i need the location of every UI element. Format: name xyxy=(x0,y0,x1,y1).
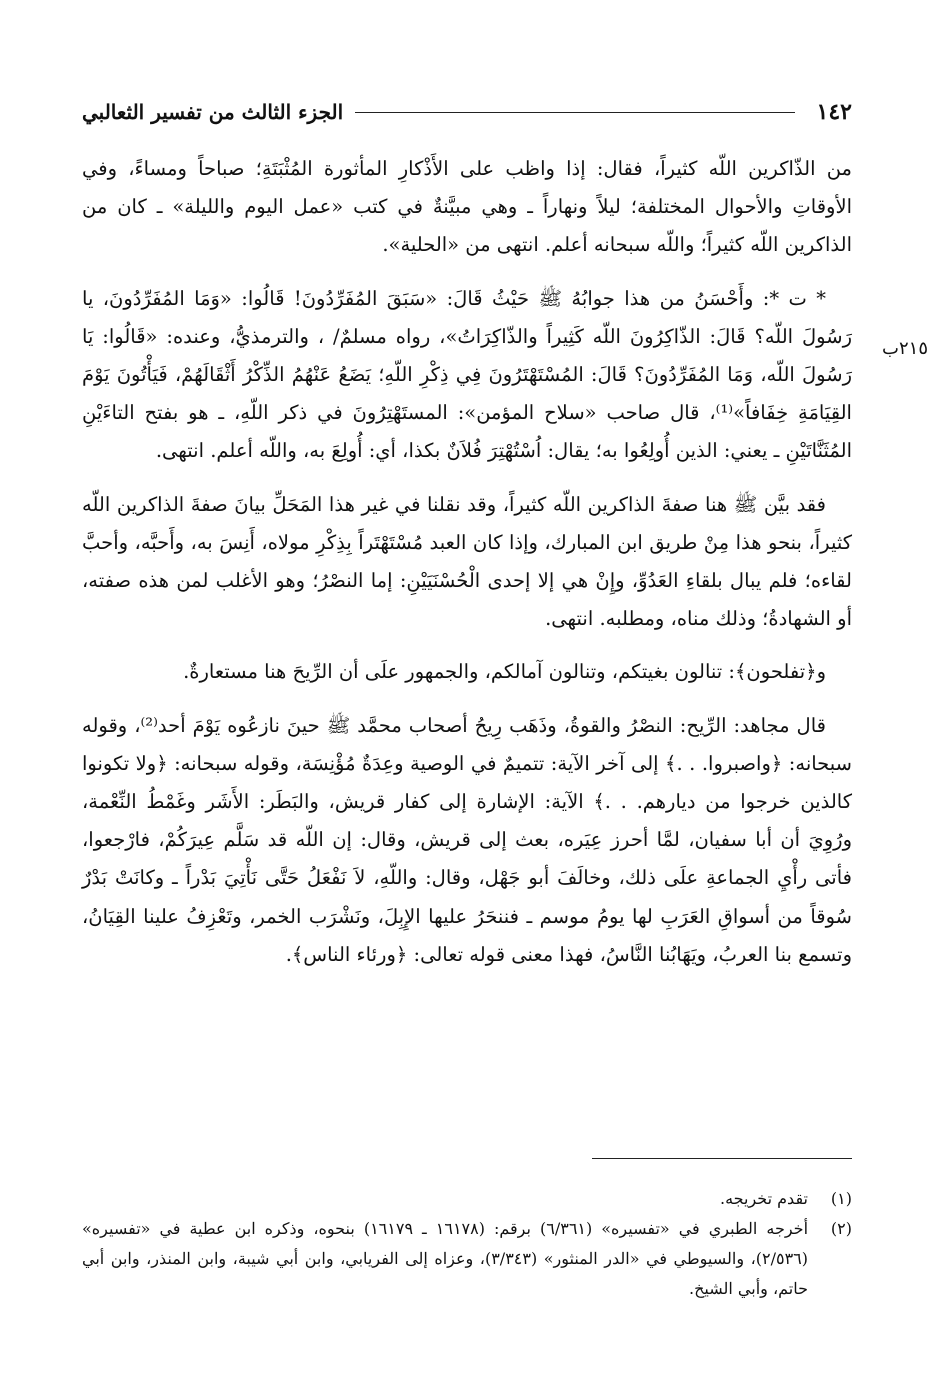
paragraph: و﴿تفلحون﴾: تنالون بغيتكم، وتنالون آمالكم، والجمهور علَى أن الرِّيحَ هنا مستعارةٌ. xyxy=(183,660,826,684)
footnote-text: أخرجه الطبري في «تفسيره» (٦/٣٦١) برقم: (١٦١٧٨ ـ ١٦١٧٩) بنحوه، وذكره ابن عطية في «تفسيره» (٢/٥٣٦)، والسيوطي في «الدر المنثور» (٣/٣٤٣)، وعزاه إلى الفريابي، وابن أبي شيبة، وابن المنذر، وابن أبي حاتم، وأبي الشيخ. xyxy=(82,1219,809,1298)
running-title: الجزء الثالث من تفسير الثعالبي xyxy=(82,100,344,124)
main-text xyxy=(82,150,852,989)
footnote-text: تقدم تخريجه. xyxy=(720,1189,808,1208)
footnote xyxy=(82,1184,852,1214)
running-header xyxy=(82,94,852,130)
footnote-rule xyxy=(592,1158,852,1159)
page-number: ١٤٢ xyxy=(816,99,852,125)
paragraph: * ت *: وأَحْسَنُ من هذا جوابُهُ ﷺ حَيْثُ قَالَ: «سَبَقَ المُفَرِّدُونَ! قَالُوا: «وَمَا المُفَرِّدُونَ، يا رَسُولَ اللّه؟ قَالَ: الذّاكِرُونَ اللّه كَثِيراً والذّاكِرَاتُ»، رواه مسلمٌ/ ، والترمذيُّ، وعنده: «قَالُوا: يَا رَسُولَ اللّه، وَمَا المُفَرِّدُونَ؟ قَالَ: المُسْتَهْتَرُونَ فِي ذِكْرِ اللّهِ؛ يَضَعُ عَنْهُمُ الذِّكْرُ أَثْقَالَهُمْ، فَيَأْتُونَ يَوْمَ القِيَامَةِ خِفَافاً»⁽¹⁾، قال صاحب «سلاح المؤمن»: المستَهْتِرُونَ في ذكر اللّهِ، ـ هو بفتح التاءَيْنِ المُثَنَّاتَيْنِ ـ يعني: الذين أُولِعُوا به؛ يقال: اُسْتُهْتِرَ فُلاَنٌ بكذا، أي: أُولِعَ به، واللّه أعلم. انتهى. xyxy=(82,286,852,463)
paragraph: فقد بيَّن ﷺ هنا صفةَ الذاكرين اللّه كثيراً، وقد نقلنا في غير هذا المَحَلِّ بيانَ صفةَ الذاكرين اللّه كثيراً، بنحو هذا مِنْ طريق ابن المبارك، وإذا كان العبد مُسْتَهْتَراً بِذِكْرِ مولاه، أَنِسَ به، وأَحبَّه، وأحبَّ لقاءه؛ فلم يبال بلقاءِ العَدُوِّ، وإِنْ هي إلا إحدى الْحُسْنَيَيْنِ: إما النصْرُ؛ وهو الأغلب لمن هذه صفته، أو الشهادةُ؛ وذلك مناه، ومطلبه. انتهى. xyxy=(82,492,852,631)
footnote-number: (٢) xyxy=(830,1219,852,1238)
paragraph: قال مجاهد: الرِّيح: النصْرُ والقوةُ، وذَهَب رِيحُ أصحاب محمَّد ﷺ حينَ نازعُوه يَوْمَ أحد⁽²⁾، وقوله سبحانه: ﴿واصبروا. . .﴾ إلى آخر الآية: تتميمٌ في الوصية وعِدَةٌ مُؤْنِسَة، وقوله سبحانه: ﴿ولا تكونوا كالذين خرجوا من ديارهم. . .﴾ الآية: الإشارة إلى كفار قريش، والبَطَر: الأَشَر وغَمْطُ النِّعْمة، ورُوِيَ أن أبا سفيان، لمَّا أحرز عِيَره، بعث إلى قريش، وقال: إن اللّه قد سَلَّم عِيرَكُمْ، فارْجعوا، فأتى رأْيِ الجماعةِ علَى ذلك، وخالَفَ أبو جَهْل، وقال: واللّهِ، لاَ نَفْعَلُ حَتَّى نَأْتِيَ بَدْراً ـ وكانَتْ بَدْرٌ سُوقاً من أسواقِ العَرَبِ لها يومُ موسم ـ فننحَرُ عليها الإِبِلَ، ونَشْرَب الخمر، وتَعْزِفُ علينا القِيَانُ، وتسمع بنا العربُ، ويَهَابُنا النَّاسُ، فهذا معنى قوله تعالى: ﴿ورئاء الناس﴾. xyxy=(82,713,852,966)
footnote xyxy=(82,1214,852,1304)
header-rule xyxy=(355,112,794,113)
paragraph: من الذّاكرين اللّه كثيراً، فقال: إذا واظب على الأَذْكارِ المأثورة المُثْبَتَةِ؛ صباحاً ومساءً، وفي الأوقاتِ والأحوال المختلفة؛ ليلاً ونهاراً ـ وهي مبيَّنةٌ في كتب «عمل اليوم والليلة» ـ كان من الذاكرين اللّه كثيراً؛ واللّه سبحانه أعلم. انتهى من «الحلية». xyxy=(82,157,852,257)
footnote-number: (١) xyxy=(830,1189,852,1208)
footnotes xyxy=(82,1184,852,1304)
manuscript-folio-note: ٢١٥ب xyxy=(882,338,928,359)
